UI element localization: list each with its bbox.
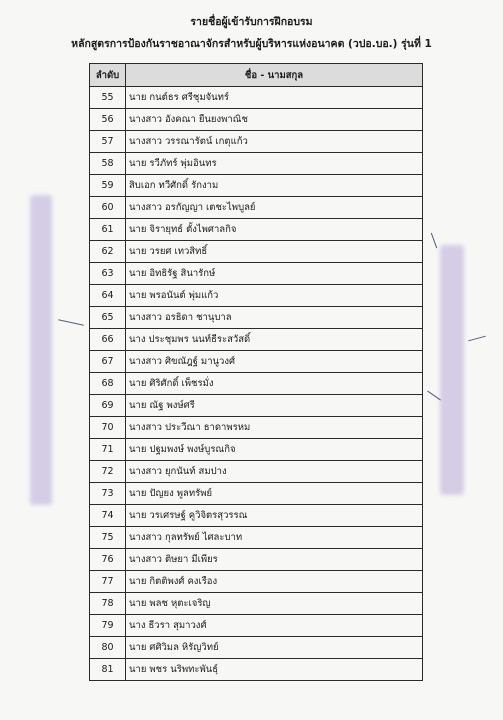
row-number: 70 [90, 417, 126, 439]
row-number: 68 [90, 373, 126, 395]
participant-name: นางสาว ติษยา มีเพียร [126, 549, 423, 571]
participant-name: นาย พชร นริพทะพันธุ์ [126, 659, 423, 681]
row-number: 61 [90, 219, 126, 241]
document-subtitle: หลักสูตรการป้องกันราชอาณาจักรสำหรับผู้บริหารแห่งอนาคต (วปอ.บอ.) รุ่นที่ 1 [71, 38, 432, 50]
table-row [90, 285, 423, 307]
table-row [90, 307, 423, 329]
table-row [90, 241, 423, 263]
row-number: 72 [90, 461, 126, 483]
table-row [90, 417, 423, 439]
table-row [90, 109, 423, 131]
row-number: 73 [90, 483, 126, 505]
row-number: 77 [90, 571, 126, 593]
table-row [90, 527, 423, 549]
participant-name: นางสาว วรรณารัตน์ เกตุแก้ว [126, 131, 423, 153]
participant-name: นาย จิรายุทธ์ ตั้งไพศาลกิจ [126, 219, 423, 241]
row-number: 67 [90, 351, 126, 373]
table-row [90, 549, 423, 571]
participant-name: นาย กิตติพงศ์ คงเรือง [126, 571, 423, 593]
participant-name: นาย วรเศรษฐ์ คูวิจิตรสุวรรณ [126, 505, 423, 527]
table-row [90, 439, 423, 461]
column-header-name: ชื่อ - นามสกุล [126, 64, 423, 87]
pen-mark-right-low [427, 391, 441, 401]
participant-name: นาย ศศิวิมล หิรัญวิทย์ [126, 637, 423, 659]
row-number: 59 [90, 175, 126, 197]
row-number: 75 [90, 527, 126, 549]
participant-name: นาย รวีภัทร์ พุ่มอินทร [126, 153, 423, 175]
participant-name: นางสาว อังคณา ยืนยงพาณิช [126, 109, 423, 131]
pen-mark-right-top [431, 233, 437, 248]
row-number: 60 [90, 197, 126, 219]
table-row [90, 593, 423, 615]
row-number: 80 [90, 637, 126, 659]
row-number: 58 [90, 153, 126, 175]
table-row [90, 131, 423, 153]
redaction-blur-left [30, 195, 52, 505]
table-row [90, 153, 423, 175]
participant-name: นาย พรอนันต์ พุ่มแก้ว [126, 285, 423, 307]
row-number: 79 [90, 615, 126, 637]
row-number: 62 [90, 241, 126, 263]
participant-name: นางสาว อรกัญญา เตชะไพบูลย์ [126, 197, 423, 219]
participant-name: นางสาว ศิขณัฎฐ์ มานูวงศ์ [126, 351, 423, 373]
table-row [90, 263, 423, 285]
row-number: 57 [90, 131, 126, 153]
table-row [90, 87, 423, 109]
row-number: 56 [90, 109, 126, 131]
participant-name: นางสาว อรธิดา ชานุบาล [126, 307, 423, 329]
table-row [90, 373, 423, 395]
row-number: 55 [90, 87, 126, 109]
participant-name: นาย อิทธิรัฐ สินารักษ์ [126, 263, 423, 285]
row-number: 76 [90, 549, 126, 571]
table-header-row [90, 64, 423, 87]
table-row [90, 659, 423, 681]
table-row [90, 175, 423, 197]
participant-name: นาย กนต์ธร ศรีชุมจันทร์ [126, 87, 423, 109]
row-number: 71 [90, 439, 126, 461]
participant-name: นาย พลช หุตะเจริญ [126, 593, 423, 615]
table-row [90, 461, 423, 483]
participant-name: นาย ปัญยง พูลทรัพย์ [126, 483, 423, 505]
pen-mark-right-mid [468, 336, 486, 342]
participant-name: นาย ปฐมพงษ์ พงษ์บูรณกิจ [126, 439, 423, 461]
row-number: 65 [90, 307, 126, 329]
table-row [90, 219, 423, 241]
table-row [90, 571, 423, 593]
table-row [90, 505, 423, 527]
table-row [90, 483, 423, 505]
participant-name: นาย ณัฐ พงษ์ศรี [126, 395, 423, 417]
table-row [90, 197, 423, 219]
participant-name: นาง ประชุมพร นนท์ธีระสวัสดิ์ [126, 329, 423, 351]
table-row [90, 329, 423, 351]
table-row [90, 637, 423, 659]
table-row [90, 351, 423, 373]
participants-table [89, 63, 423, 681]
participant-name: สิบเอก ทวีศักดิ์ รักงาม [126, 175, 423, 197]
participant-name: นาย วรยศ เทวสิทธิ์ [126, 241, 423, 263]
row-number: 74 [90, 505, 126, 527]
participant-name: นางสาว ประวีณา ธาดาพรหม [126, 417, 423, 439]
participant-name: นาง ธีวรา สุมาวงศ์ [126, 615, 423, 637]
table-row [90, 395, 423, 417]
row-number: 78 [90, 593, 126, 615]
column-header-number: ลำดับ [90, 64, 126, 87]
redaction-blur-right [440, 245, 464, 495]
row-number: 64 [90, 285, 126, 307]
row-number: 81 [90, 659, 126, 681]
table-row [90, 615, 423, 637]
row-number: 63 [90, 263, 126, 285]
document-title: รายชื่อผู้เข้ารับการฝึกอบรม [190, 16, 313, 28]
row-number: 69 [90, 395, 126, 417]
pen-mark-left [58, 319, 84, 325]
participant-name: นางสาว กุลทรัพย์ ไศละบาท [126, 527, 423, 549]
participant-name: นางสาว ยุกนันท์ สมปาง [126, 461, 423, 483]
participant-name: นาย ศิริศักดิ์ เพ็ชรมั่ง [126, 373, 423, 395]
table-body [90, 87, 423, 681]
row-number: 66 [90, 329, 126, 351]
